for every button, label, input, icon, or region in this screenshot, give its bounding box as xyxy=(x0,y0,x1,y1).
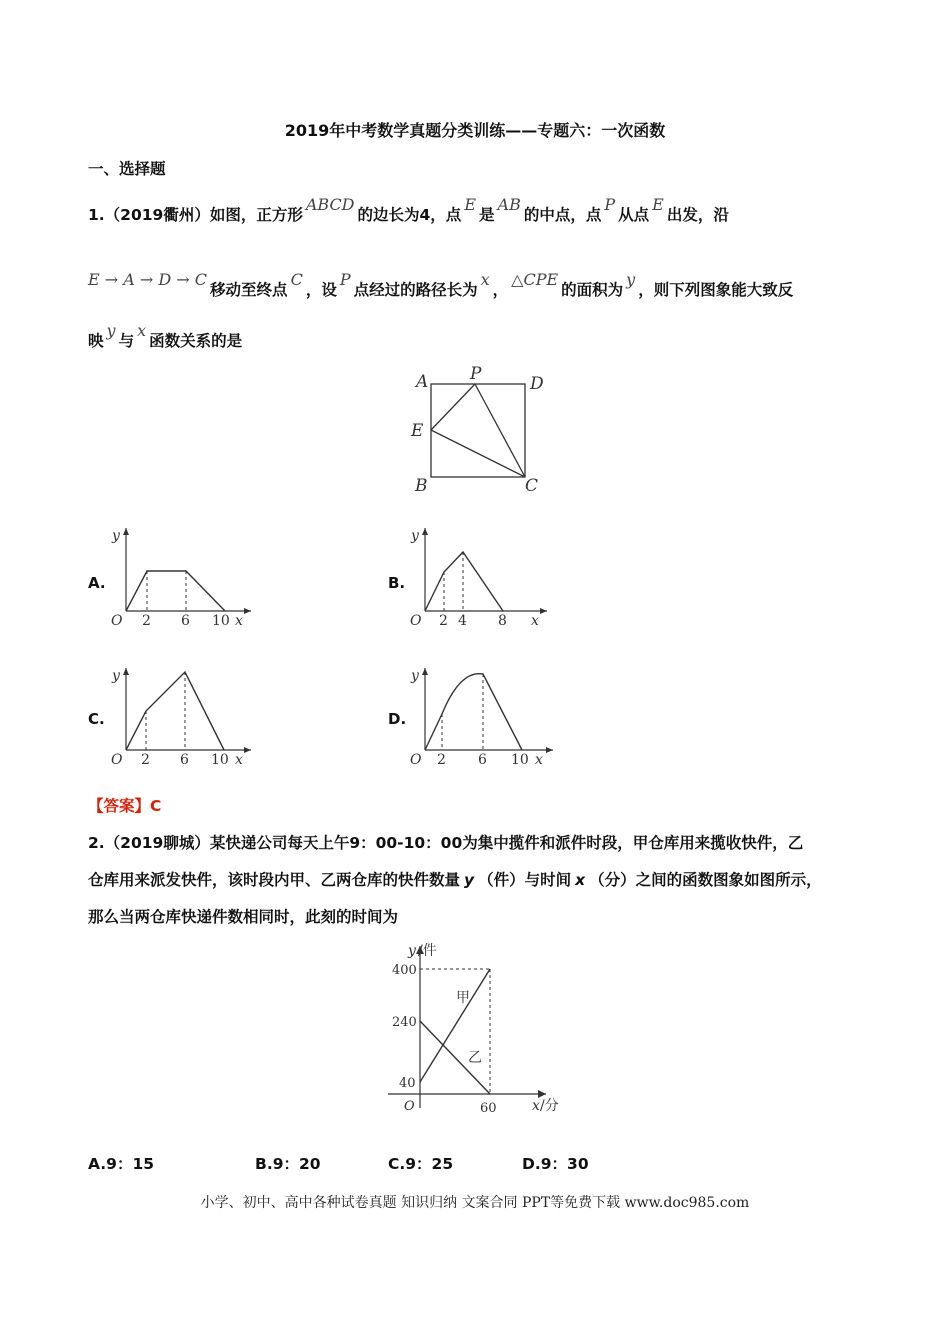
axis-x-label: x xyxy=(235,752,243,768)
tick-label: 10 xyxy=(511,752,529,768)
square-figure xyxy=(400,360,560,500)
tick-label: 6 xyxy=(181,613,190,629)
option-c-label: C. xyxy=(88,710,105,728)
math-e2: E xyxy=(652,195,664,214)
y-axis-arrow xyxy=(123,528,129,535)
math-e: E xyxy=(464,195,476,214)
axis-y-label: y xyxy=(112,668,120,684)
option-b-label: B. xyxy=(388,574,406,592)
tick-label: 8 xyxy=(498,613,507,629)
series-yi-label: 乙 xyxy=(468,1050,482,1066)
q1-line3 xyxy=(88,321,243,351)
math-abcd: ABCD xyxy=(305,195,355,214)
axis-x-label: x xyxy=(235,613,243,629)
q1-line2 xyxy=(88,270,794,300)
math-p2: P xyxy=(339,270,351,289)
axis-x-label: x xyxy=(531,613,539,629)
q1-text: 1.（2019衢州）如图，正方形 xyxy=(88,206,303,224)
label-c: C xyxy=(525,476,539,496)
q2-text: （件）与时间 xyxy=(478,871,572,889)
axis-y-label: y xyxy=(112,528,120,544)
option-d-label: D. xyxy=(388,710,407,728)
origin-label: O xyxy=(410,613,422,629)
option-a-label: A. xyxy=(88,574,106,592)
q1-text: 点经过的路径长为 xyxy=(353,281,478,299)
q1-text: ， xyxy=(492,281,509,299)
q1-text: 函数关系的是 xyxy=(149,332,243,350)
segment-ep xyxy=(431,384,475,430)
math-triangle: △CPE xyxy=(511,270,559,289)
y-axis-arrow xyxy=(422,668,428,675)
y-tick-label: 240 xyxy=(392,1015,417,1030)
q1-line1 xyxy=(88,195,729,225)
q1-text: 出发，沿 xyxy=(666,206,729,224)
segment-pc xyxy=(475,384,525,477)
q1-text: ，则下列图象能大致反 xyxy=(638,281,794,299)
var-y: y xyxy=(464,871,475,889)
label-a: A xyxy=(416,372,429,392)
axis-x-label: x xyxy=(535,752,543,768)
q1-text: ，设 xyxy=(305,281,337,299)
origin-label: O xyxy=(111,613,123,629)
x-axis-arrow xyxy=(540,608,547,614)
tick-label: 4 xyxy=(458,613,467,629)
origin-label: O xyxy=(404,1099,415,1114)
math-y2: y xyxy=(106,321,116,340)
choice-a: A.9：15 xyxy=(88,1155,155,1173)
y-tick-label: 40 xyxy=(399,1076,416,1091)
q1-text: 与 xyxy=(118,332,135,350)
warehouse-graph xyxy=(380,938,580,1118)
q1-text: 移动至终点 xyxy=(210,281,288,299)
square-abcd xyxy=(431,384,525,477)
x-axis-arrow xyxy=(244,608,251,614)
choice-c: C.9：25 xyxy=(388,1155,454,1173)
x-axis-arrow xyxy=(244,747,251,753)
tick-label: 6 xyxy=(478,752,487,768)
footer: 小学、初中、高中各种试卷真题 知识归纳 文案合同 PPT等免费下载 www.doc985.com xyxy=(200,1195,750,1211)
math-p: P xyxy=(604,195,616,214)
label-p: P xyxy=(470,364,482,384)
option-a-graph xyxy=(106,522,256,632)
x-axis-arrow xyxy=(546,747,553,753)
q1-text: 的中点，点 xyxy=(523,206,602,224)
y-tick-label: 400 xyxy=(392,963,417,978)
axis-y-unit: /件 xyxy=(418,943,437,959)
axis-y-label: y xyxy=(411,528,419,544)
segment-ec xyxy=(431,430,525,477)
option-d-graph xyxy=(405,662,565,772)
axis-y-label: y xyxy=(408,943,416,959)
graph-line xyxy=(126,672,224,750)
q1-text: 的面积为 xyxy=(561,281,624,299)
y-axis-arrow xyxy=(123,668,129,675)
var-x: x xyxy=(575,871,586,889)
tick-label: 10 xyxy=(211,752,229,768)
label-d: D xyxy=(530,374,544,394)
math-path: E → A → D → C xyxy=(88,270,208,289)
q1-text: 是 xyxy=(479,206,495,224)
tick-label: 6 xyxy=(180,752,189,768)
tick-label: 10 xyxy=(212,613,230,629)
math-x: x xyxy=(480,270,490,289)
q2-text: 仓库用来派发快件，该时段内甲、乙两仓库的快件数量 xyxy=(88,871,461,889)
tick-label: 2 xyxy=(437,752,446,768)
x-axis-arrow xyxy=(538,1090,546,1098)
axis-x-label: x xyxy=(532,1098,540,1114)
q2-line2 xyxy=(88,868,822,890)
math-c: C xyxy=(290,270,303,289)
tick-label: 2 xyxy=(141,752,150,768)
graph-curve xyxy=(425,674,522,750)
choice-d: D.9：30 xyxy=(522,1155,589,1173)
origin-label: O xyxy=(111,752,123,768)
math-x2: x xyxy=(137,321,147,340)
option-b-graph xyxy=(405,522,555,632)
series-jia-label: 甲 xyxy=(456,990,470,1006)
q1-text: 映 xyxy=(88,332,104,350)
graph-line xyxy=(425,552,503,611)
label-e: E xyxy=(411,421,424,441)
x-tick-label: 60 xyxy=(480,1101,497,1116)
q1-text: 从点 xyxy=(618,206,650,224)
option-c-graph xyxy=(106,662,256,772)
axis-x-unit: /分 xyxy=(540,1098,559,1114)
origin-label: O xyxy=(410,752,422,768)
q1-text: 的边长为4，点 xyxy=(357,206,462,224)
q1-answer: 【答案】C xyxy=(88,797,162,815)
section-heading: 一、选择题 xyxy=(88,160,166,178)
graph-line xyxy=(126,571,225,611)
y-axis-arrow xyxy=(422,528,428,535)
tick-label: 2 xyxy=(142,613,151,629)
q2-text: （分）之间的函数图象如图所示， xyxy=(589,871,822,889)
q2-line3: 那么当两仓库快递件数相同时，此刻的时间为 xyxy=(88,908,399,926)
q2-line1: 2.（2019聊城）某快递公司每天上午9：00-10：00为集中揽件和派件时段，甲仓库用来揽收快件，乙 xyxy=(88,834,804,852)
choice-b: B.9：20 xyxy=(255,1155,321,1173)
math-y: y xyxy=(626,270,636,289)
page-title: 2019年中考数学真题分类训练——专题六：一次函数 xyxy=(284,121,666,140)
axis-y-label: y xyxy=(411,668,419,684)
label-b: B xyxy=(415,476,428,496)
math-ab: AB xyxy=(497,195,521,214)
tick-label: 2 xyxy=(439,613,448,629)
